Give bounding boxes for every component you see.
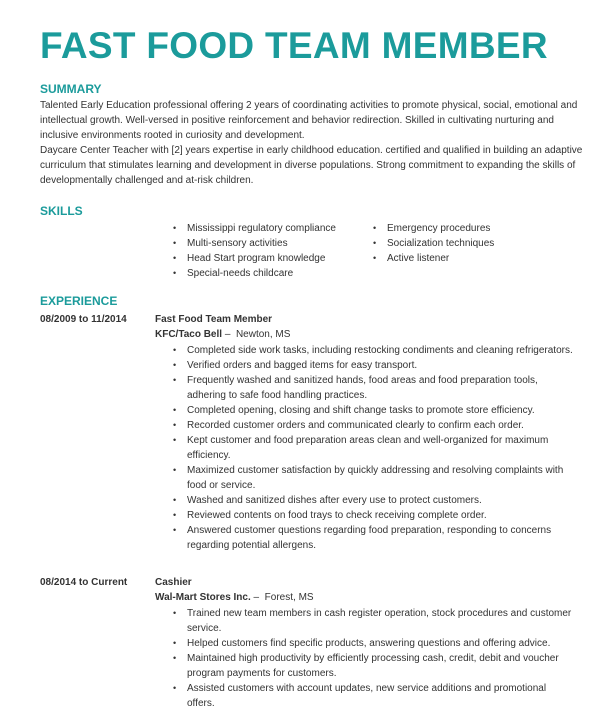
- job-bullets: [173, 343, 573, 553]
- job-location: Forest, MS: [264, 592, 314, 603]
- skill-item: • Socialization techniques: [373, 236, 573, 251]
- summary-paragraph: Daycare Center Teacher with [2] years expertise in early childhood education. certified and qualified in building an adaptive curriculum that stimulates learning and development in diverse populations. Strong commitment to expanding the skills of developmentally challenged and at-risk children.: [40, 145, 583, 186]
- resume-title: FAST FOOD TEAM MEMBER: [40, 25, 548, 66]
- skills-heading: SKILLS: [40, 204, 83, 218]
- job-bullet: • Helped customers find specific products, answering questions and offering advice.: [173, 636, 573, 651]
- skills-column: [173, 221, 373, 281]
- skill-item: • Head Start program knowledge: [173, 251, 373, 266]
- experience-heading: EXPERIENCE: [40, 294, 118, 308]
- skill-item: • Emergency procedures: [373, 221, 573, 236]
- job-bullet: • Reviewed contents on food trays to check receiving complete order.: [173, 508, 573, 523]
- job-bullet: • Answered customer questions regarding food preparation, responding to concerns regarding potential allergens.: [173, 523, 573, 553]
- job-bullets: [173, 606, 573, 711]
- skill-item: • Special-needs childcare: [173, 266, 373, 281]
- job-bullet: • Kept customer and food preparation areas clean and well-organized for maximum efficiency.: [173, 433, 573, 463]
- job-company-line: Wal-Mart Stores Inc. – Forest, MS: [155, 592, 314, 603]
- job-title: Cashier: [155, 577, 192, 588]
- job-bullet: • Frequently washed and sanitized hands, food areas and food preparation tools, adhering to safe food handling practices.: [173, 373, 573, 403]
- job-bullet: • Maintained high productivity by efficiently processing cash, credit, debit and voucher program payments for customers.: [173, 651, 573, 681]
- skill-item: • Multi-sensory activities: [173, 236, 373, 251]
- job-bullet: • Completed side work tasks, including restocking condiments and cleaning refrigerators.: [173, 343, 573, 358]
- summary-heading: SUMMARY: [40, 82, 102, 96]
- skills-column: [373, 221, 573, 281]
- skill-item: • Mississippi regulatory compliance: [173, 221, 373, 236]
- job-bullet: • Trained new team members in cash register operation, stock procedures and customer service.: [173, 606, 573, 636]
- job-bullet: • Washed and sanitized dishes after every use to protect customers.: [173, 493, 573, 508]
- job-dates: 08/2009 to 11/2014: [40, 314, 127, 325]
- summary-section: [40, 98, 585, 188]
- skills-list: [173, 221, 573, 281]
- job-bullet: • Verified orders and bagged items for easy transport.: [173, 358, 573, 373]
- job-dates: 08/2014 to Current: [40, 577, 128, 588]
- job-bullet: • Recorded customer orders and communicated clearly to confirm each order.: [173, 418, 573, 433]
- job-company: Wal-Mart Stores Inc.: [155, 592, 251, 603]
- skill-item: • Active listener: [373, 251, 573, 266]
- job-bullet: • Completed opening, closing and shift change tasks to promote store efficiency.: [173, 403, 573, 418]
- job-company: KFC/Taco Bell: [155, 329, 223, 340]
- job-location: Newton, MS: [235, 329, 291, 340]
- job-bullet: • Assisted customers with account updates, new service additions and promotional offers.: [173, 681, 573, 711]
- job-title: Fast Food Team Member: [155, 314, 273, 325]
- job-bullet: • Maximized customer satisfaction by quickly addressing and resolving complaints with food or service.: [173, 463, 573, 493]
- job-company-line: KFC/Taco Bell – Newton, MS: [155, 329, 291, 340]
- summary-paragraph: Talented Early Education professional offering 2 years of coordinating activities to promote physical, social, emotional and intellectual growth. Well-versed in positive reinforcement and behavior redirection. Skilled in cultivating nurturing and inclusive environments rooted in curiosity and development.: [40, 100, 578, 141]
